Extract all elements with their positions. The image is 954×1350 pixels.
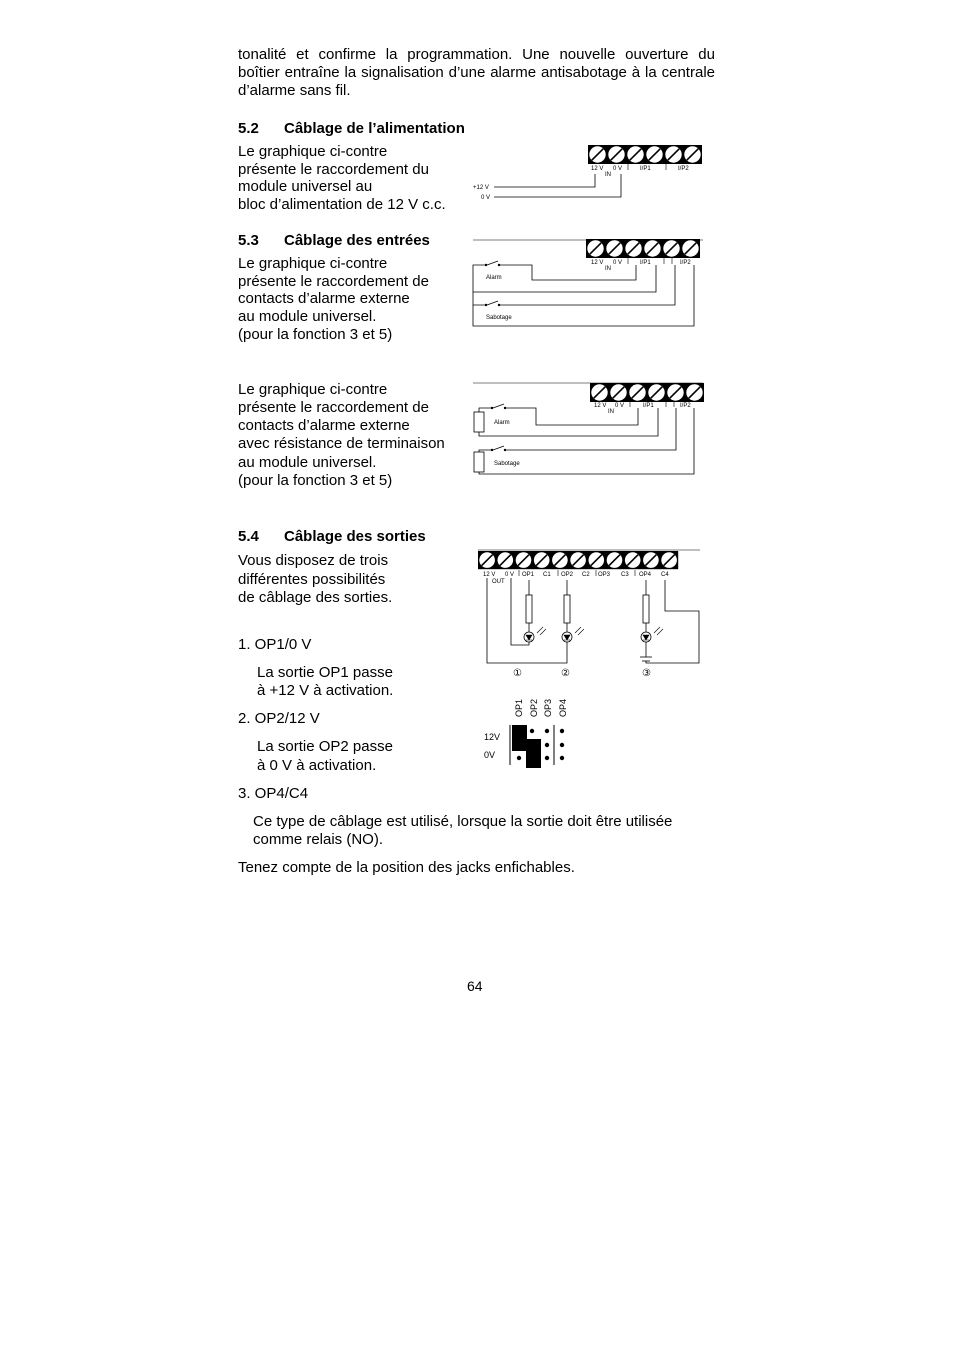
led-resistor-2 [564,595,570,623]
terminal-label-c4: C4 [661,572,669,578]
sabotage-label: Sabotage [494,461,520,467]
terminal-block [478,551,678,569]
inputs-resistor-text-line: Le graphique ci-contre [238,381,388,398]
inputs-resistor-text-line: avec résistance de terminaison [238,435,445,452]
alarm-label: Alarm [494,420,510,426]
jack-position-note: Tenez compte de la position des jacks enfichables. [238,859,575,876]
output-option-2-desc: à 0 V à activation. [257,757,377,774]
terminal-label-ip1: I/P1 [640,166,651,172]
jumper-op1 [512,725,527,751]
jumper-label-op4: OP4 [558,698,568,717]
power-text-line: bloc d’alimentation de 12 V c.c. [238,196,446,213]
inputs-text-line: au module universel. [238,308,377,325]
terminal-label-in: IN [608,409,614,415]
output-option-1: 1. OP1/0 V [238,636,312,653]
outputs-text-line: Vous disposez de trois [238,552,389,569]
power-text-line: présente le raccordement du [238,161,429,178]
terminal-label-in: IN [605,172,611,178]
sabotage-label: Sabotage [486,315,512,321]
section-title: Câblage de l’alimentation [284,120,465,137]
jumper-op2 [526,739,541,768]
section-heading-inputs [238,232,430,249]
terminal-label-ip2: I/P2 [678,166,689,172]
supply-zero-label: 0 V [481,195,491,201]
page-number: 64 [467,978,483,994]
inputs-text-line: Le graphique ci-contre [238,255,388,272]
terminal-label-0v: 0 V [613,260,623,266]
terminal-label-ip2: I/P2 [680,403,691,409]
output-option-1-desc: La sortie OP1 passe [257,664,393,681]
terminal-label-c2: C2 [582,572,590,578]
supply-plus-label: +12 V [473,185,489,191]
output-option-1-desc: à +12 V à activation. [257,682,394,699]
led-resistor-3 [643,595,649,623]
terminal-block [588,145,702,164]
terminal-label-in: IN [605,266,611,272]
inputs-text-line: présente le raccordement de [238,273,429,290]
output-option-3: 3. OP4/C4 [238,785,309,802]
outputs-text-line: différentes possibilités [238,571,386,588]
section-number: 5.4 [238,528,259,545]
alarm-label: Alarm [486,275,502,281]
output-option-2: 2. OP2/12 V [238,710,320,727]
inputs-resistor-wiring-diagram [470,380,710,480]
wire-zero [494,174,621,197]
terminal-label-op1: OP1 [522,572,535,578]
terminal-label-0v: 0 V [615,403,625,409]
terminal-label-op3: OP3 [598,572,611,578]
circuit-number-3: ③ [642,668,651,679]
terminal-label-op4: OP4 [639,572,652,578]
jumper-label-op2: OP2 [529,698,539,717]
inputs-text-line: contacts d’alarme externe [238,290,410,307]
terminal-block [590,383,704,402]
inputs-wiring-diagram [470,235,710,330]
section-heading-outputs [238,528,426,545]
terminal-label-ip2: I/P2 [680,260,691,266]
terminal-resistor [474,412,484,432]
circuit-number-2: ② [561,668,570,679]
terminal-label-op2: OP2 [561,572,574,578]
terminal-label-ip1: I/P1 [640,260,651,266]
led-resistor-1 [526,595,532,623]
jumper-position-diagram [480,695,580,775]
section-title: Câblage des sorties [284,528,426,545]
jumper-label-op1: OP1 [514,698,524,717]
outputs-wiring-diagram [475,545,705,680]
jumper-row-0v: 0V [484,750,496,760]
power-wiring-diagram [470,140,710,210]
terminal-label-12v: 12 V [594,403,607,409]
terminal-label-ip1: I/P1 [643,403,654,409]
outputs-text-line: de câblage des sorties. [238,589,393,606]
circuit-number-1: ① [513,668,522,679]
power-text-line: module universel au [238,178,373,195]
terminal-label-c3: C3 [621,572,629,578]
wire-plus [494,174,595,187]
inputs-resistor-text-line: présente le raccordement de [238,399,429,416]
inputs-text-line: (pour la fonction 3 et 5) [238,326,393,343]
terminal-label-0v: 0 V [505,572,515,578]
jumper-row-12v: 12V [484,732,501,742]
inputs-resistor-text-line: (pour la fonction 3 et 5) [238,472,393,489]
jumper-label-op3: OP3 [543,698,553,717]
inputs-resistor-text-line: au module universel. [238,454,377,471]
section-title: Câblage des entrées [284,232,430,249]
power-text-line: Le graphique ci-contre [238,143,388,160]
terminal-block [586,239,700,258]
terminal-label-12v: 12 V [483,572,496,578]
section-number: 5.2 [238,120,259,137]
section-number: 5.3 [238,232,259,249]
intro-paragraph: tonalité et confirme la programmation. Une nouvelle ouverture du boîtier entraîne la signalisation d’une alarme antisabotage à la centrale d’alarme sans fil. [238,46,715,99]
terminal-label-c1: C1 [543,572,551,578]
terminal-resistor [474,452,484,472]
terminal-label-12v: 12 V [591,166,604,172]
terminal-label-12v: 12 V [591,260,604,266]
terminal-label-out: OUT [492,579,505,585]
section-heading-power [238,120,465,137]
terminal-label-0v: 0 V [613,166,623,172]
inputs-resistor-text-line: contacts d’alarme externe [238,417,410,434]
output-option-2-desc: La sortie OP2 passe [257,738,393,755]
output-option-3-desc: Ce type de câblage est utilisé, lorsque la sortie doit être utilisée comme relais (NO). [253,813,673,848]
